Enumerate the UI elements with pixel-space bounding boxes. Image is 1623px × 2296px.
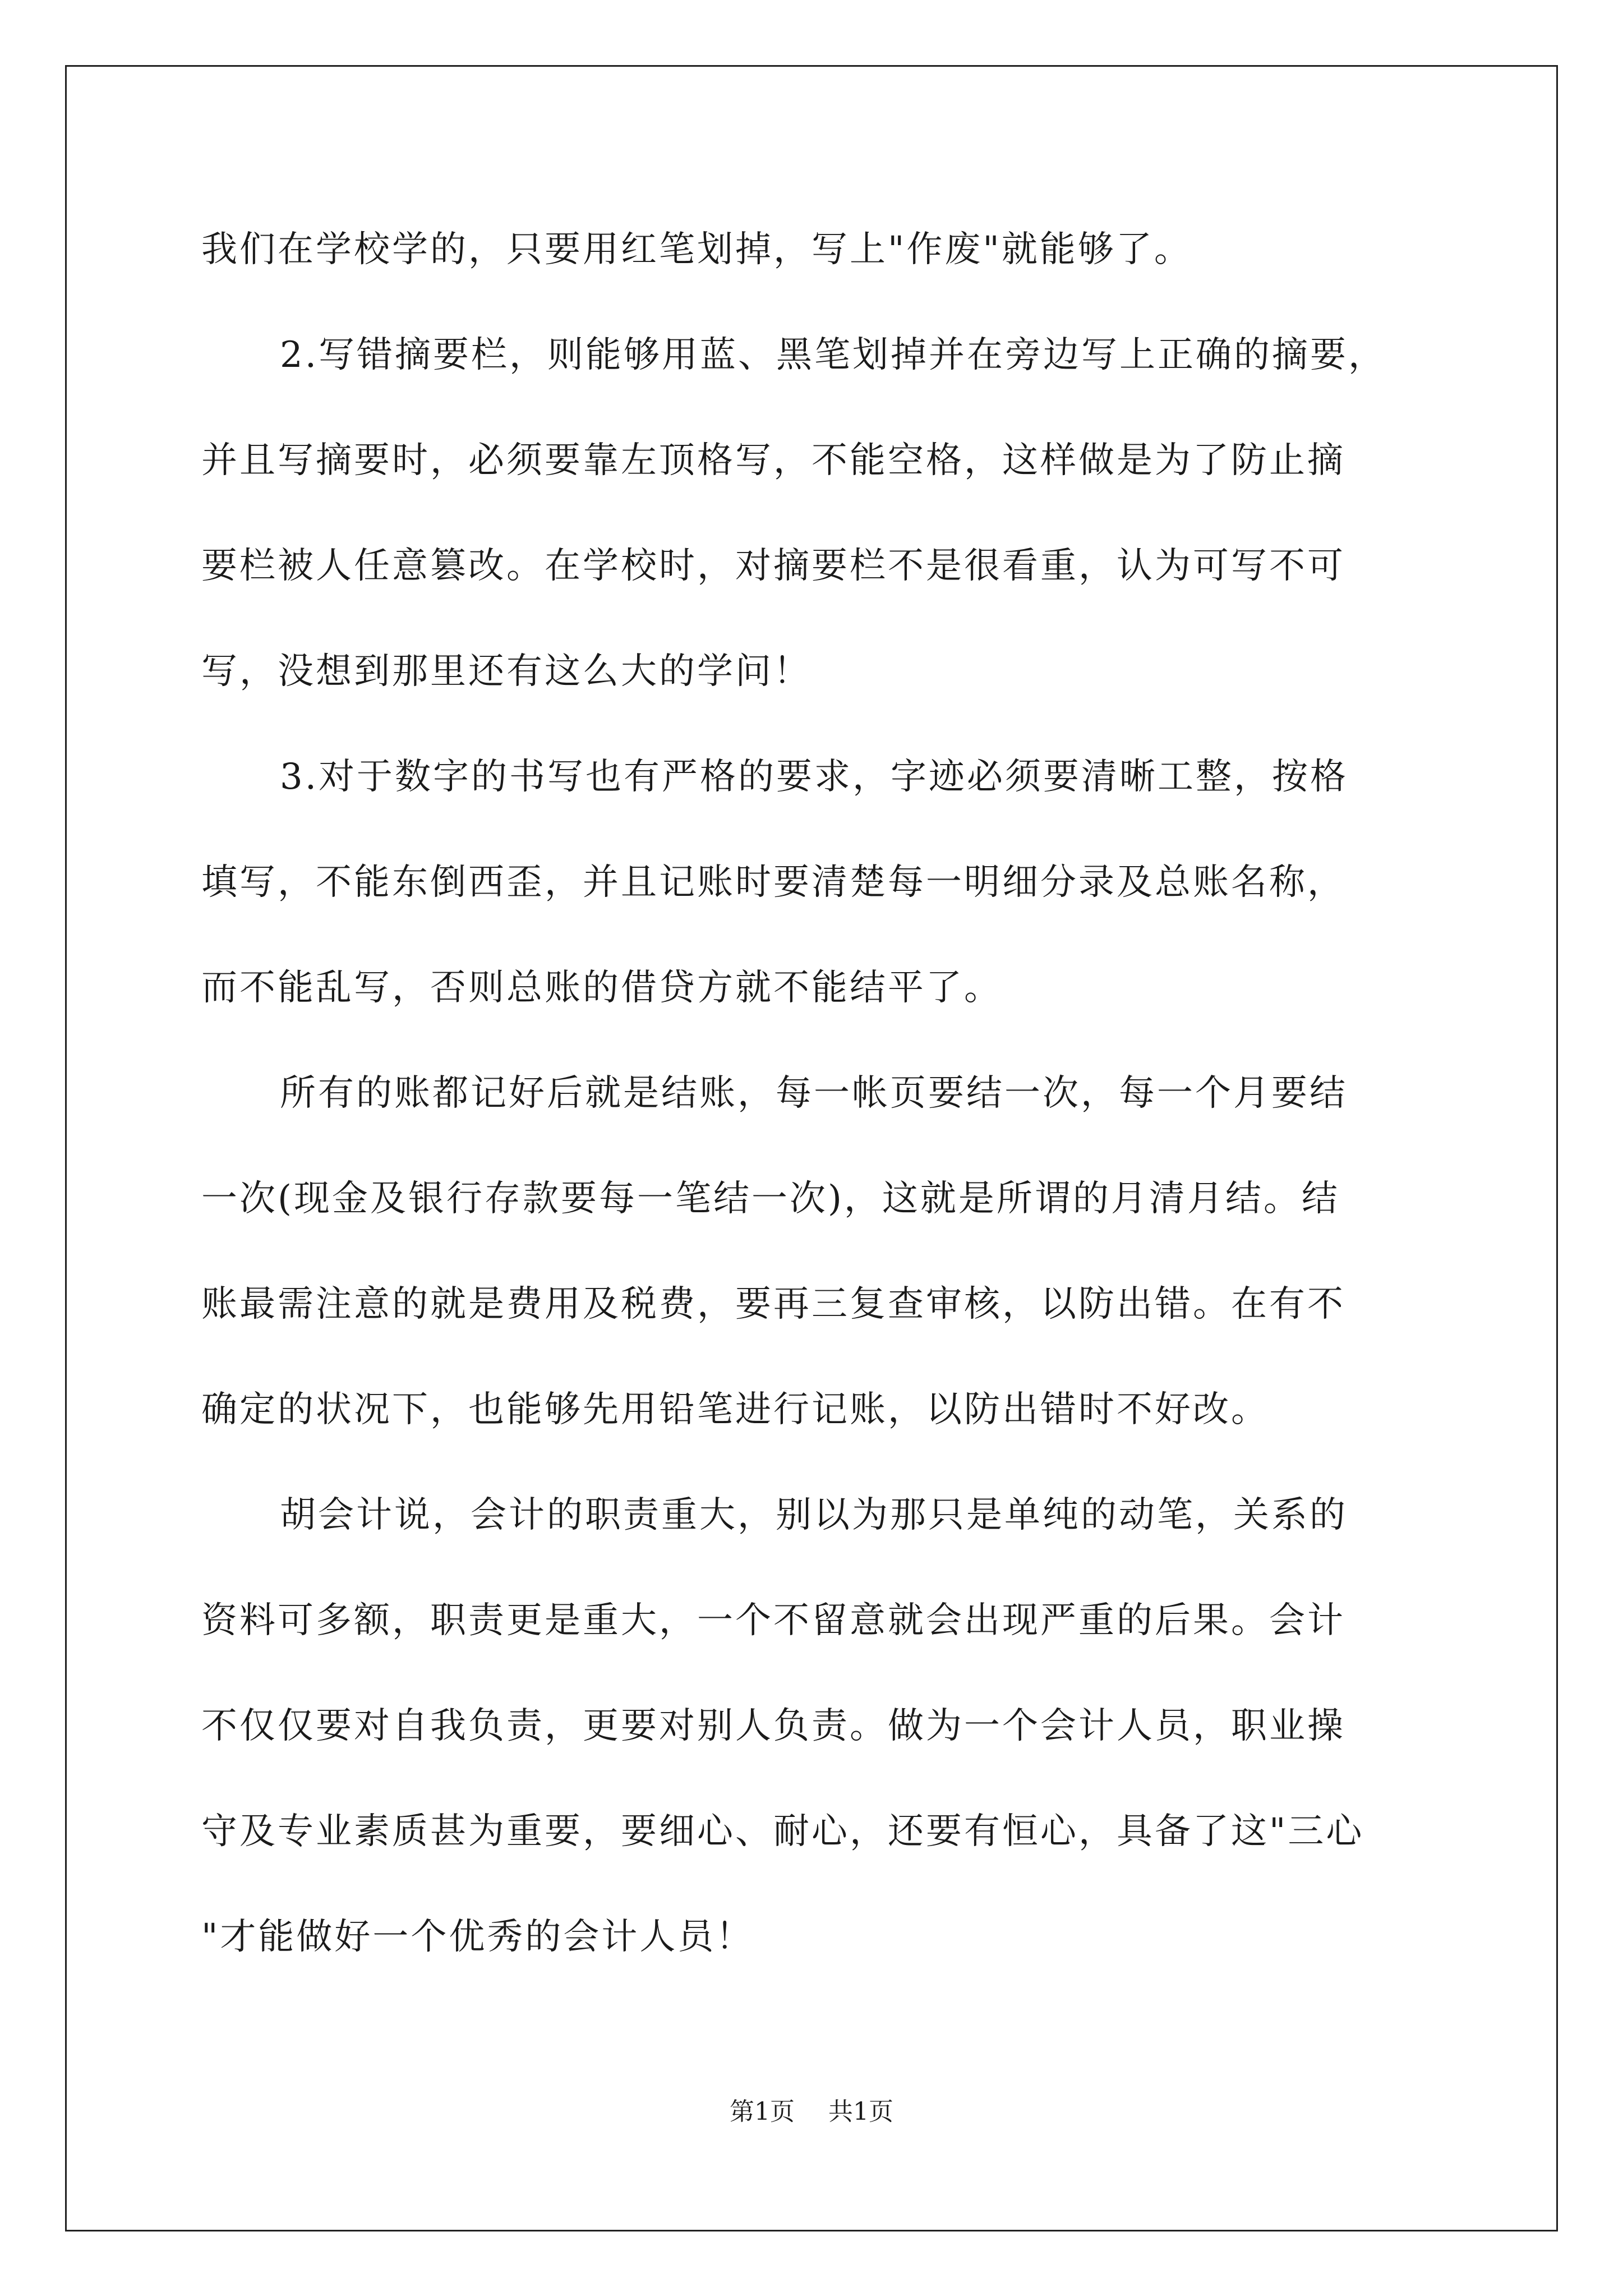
paragraph-start-line: 3.对于数字的书写也有严格的要求，字迹必须要清晰工整，按格 <box>280 756 1349 798</box>
text-line: 一次(现金及银行存款要每一笔结一次)，这就是所谓的月清月结。结 <box>201 1178 1340 1220</box>
text-line: 账最需注意的就是费用及税费，要再三复查审核，以防出错。在有不 <box>201 1283 1345 1325</box>
text-line: 守及专业素质甚为重要，要细心、耐心，还要有恒心，具备了这"三心 <box>201 1811 1364 1852</box>
text-line: 写，没想到那里还有这么大的学问！ <box>201 651 811 692</box>
text-line: "才能做好一个优秀的会计人员！ <box>201 1916 754 1958</box>
text-line: 资料可多额，职责更是重大，一个不留意就会出现严重的后果。会计 <box>201 1600 1345 1641</box>
text-line: 而不能乱写，否则总账的借贷方就不能结平了。 <box>201 967 1002 1009</box>
text-line: 并且写摘要时，必须要靠左顶格写，不能空格，这样做是为了防止摘 <box>201 440 1345 481</box>
text-line: 填写，不能东倒西歪，并且记账时要清楚每一明细分录及总账名称， <box>201 862 1345 903</box>
document-body <box>201 219 1435 2012</box>
paragraph-start-line: 胡会计说，会计的职责重大，别以为那只是单纯的动笔，关系的 <box>280 1494 1348 1536</box>
paragraph-start-line: 所有的账都记好后就是结账，每一帐页要结一次，每一个月要结 <box>280 1073 1348 1114</box>
page-total: 共1页 <box>828 2097 893 2126</box>
page-footer <box>0 2095 1623 2129</box>
page-number: 第1页 <box>730 2097 795 2126</box>
text-line: 要栏被人任意篡改。在学校时，对摘要栏不是很看重，认为可写不可 <box>201 545 1345 587</box>
paragraph-start-line: 2.写错摘要栏，则能够用蓝、黑笔划掉并在旁边写上正确的摘要， <box>280 334 1387 376</box>
text-line: 我们在学校学的，只要用红笔划掉，写上"作废"就能够了。 <box>201 229 1192 270</box>
text-line: 不仅仅要对自我负责，更要对别人负责。做为一个会计人员，职业操 <box>201 1705 1345 1747</box>
text-line: 确定的状况下，也能够先用铅笔进行记账，以防出错时不好改。 <box>201 1389 1269 1430</box>
